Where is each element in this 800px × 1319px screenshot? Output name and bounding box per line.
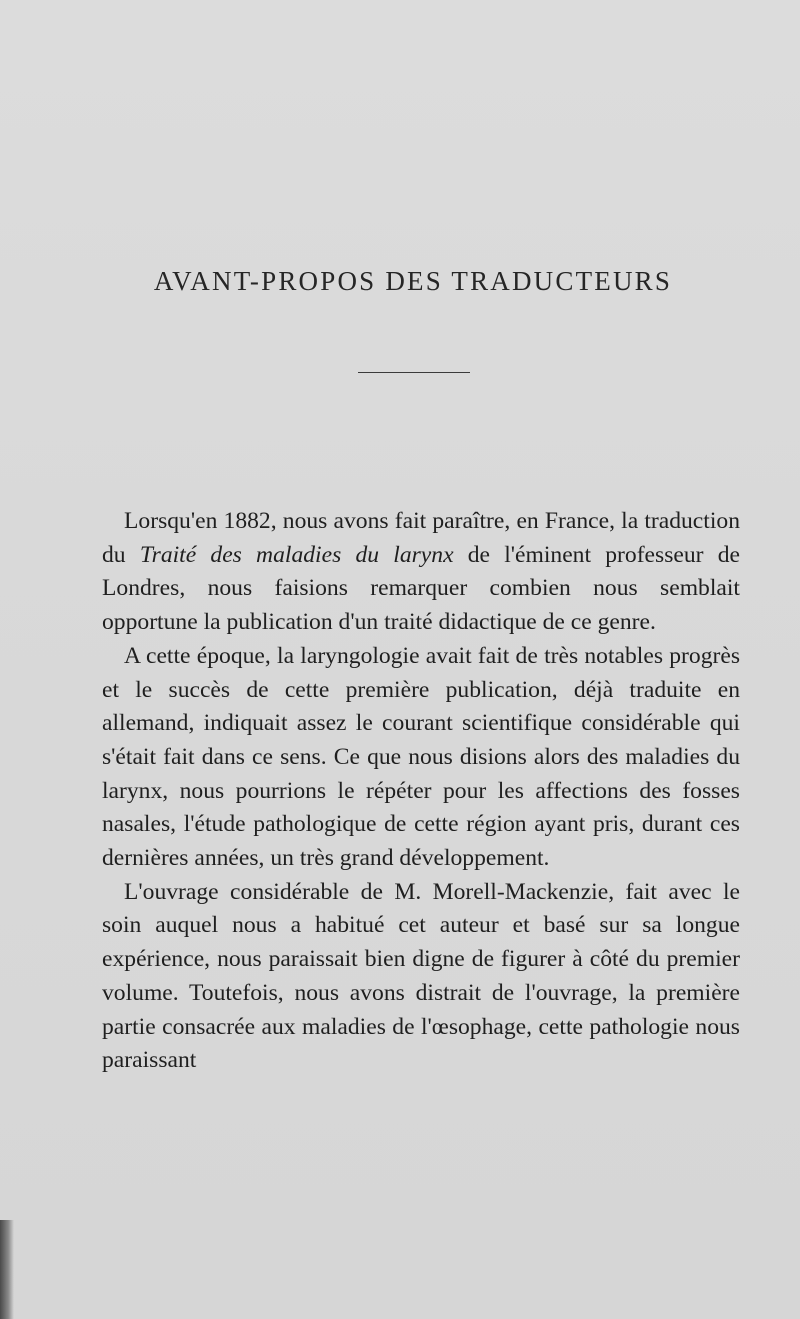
page-heading: AVANT-PROPOS DES TRADUCTEURS xyxy=(153,266,673,296)
paragraph-1 xyxy=(102,505,740,640)
paragraph-3: L'ouvrage considérable de M. Morell-Mackenzie, fait avec le soin auquel nous a habitué cet auteur et basé sur sa longue expérience, nous paraissait bien digne de figurer à côté du premier volume. Toutefois, nous avons distrait de l'ouvrage, la première partie consacrée aux maladies de l'œsophage, cette pathologie nous paraissant xyxy=(102,878,740,1074)
paragraph-1-text-after: de l'éminent professeur de Londres, nous faisions remarquer combien nous semblait opportune la publication d'un traité didactique de ce genre. xyxy=(102,541,740,636)
heading-divider xyxy=(358,372,470,373)
paragraph-2: A cette époque, la laryngologie avait fait de très notables progrès et le succès de cette première publication, déjà traduite en allemand, indiquait assez le courant scientifique considérable qui s'était fait dans ce sens. Ce que nous disions alors des maladies du larynx, nous pourrions le répéter pour les affections des fosses nasales, l'étude pathologique de cette région ayant pris, durant ces dernières années, un très grand développement. xyxy=(102,642,740,872)
book-title: Traité des maladies du larynx xyxy=(139,541,454,568)
paragraph-1-text-before: Lorsqu'en 1882, nous avons fait paraître, en France, la traduction du xyxy=(102,508,740,568)
scan-edge-shadow xyxy=(0,1220,14,1319)
body-text xyxy=(102,505,740,1078)
